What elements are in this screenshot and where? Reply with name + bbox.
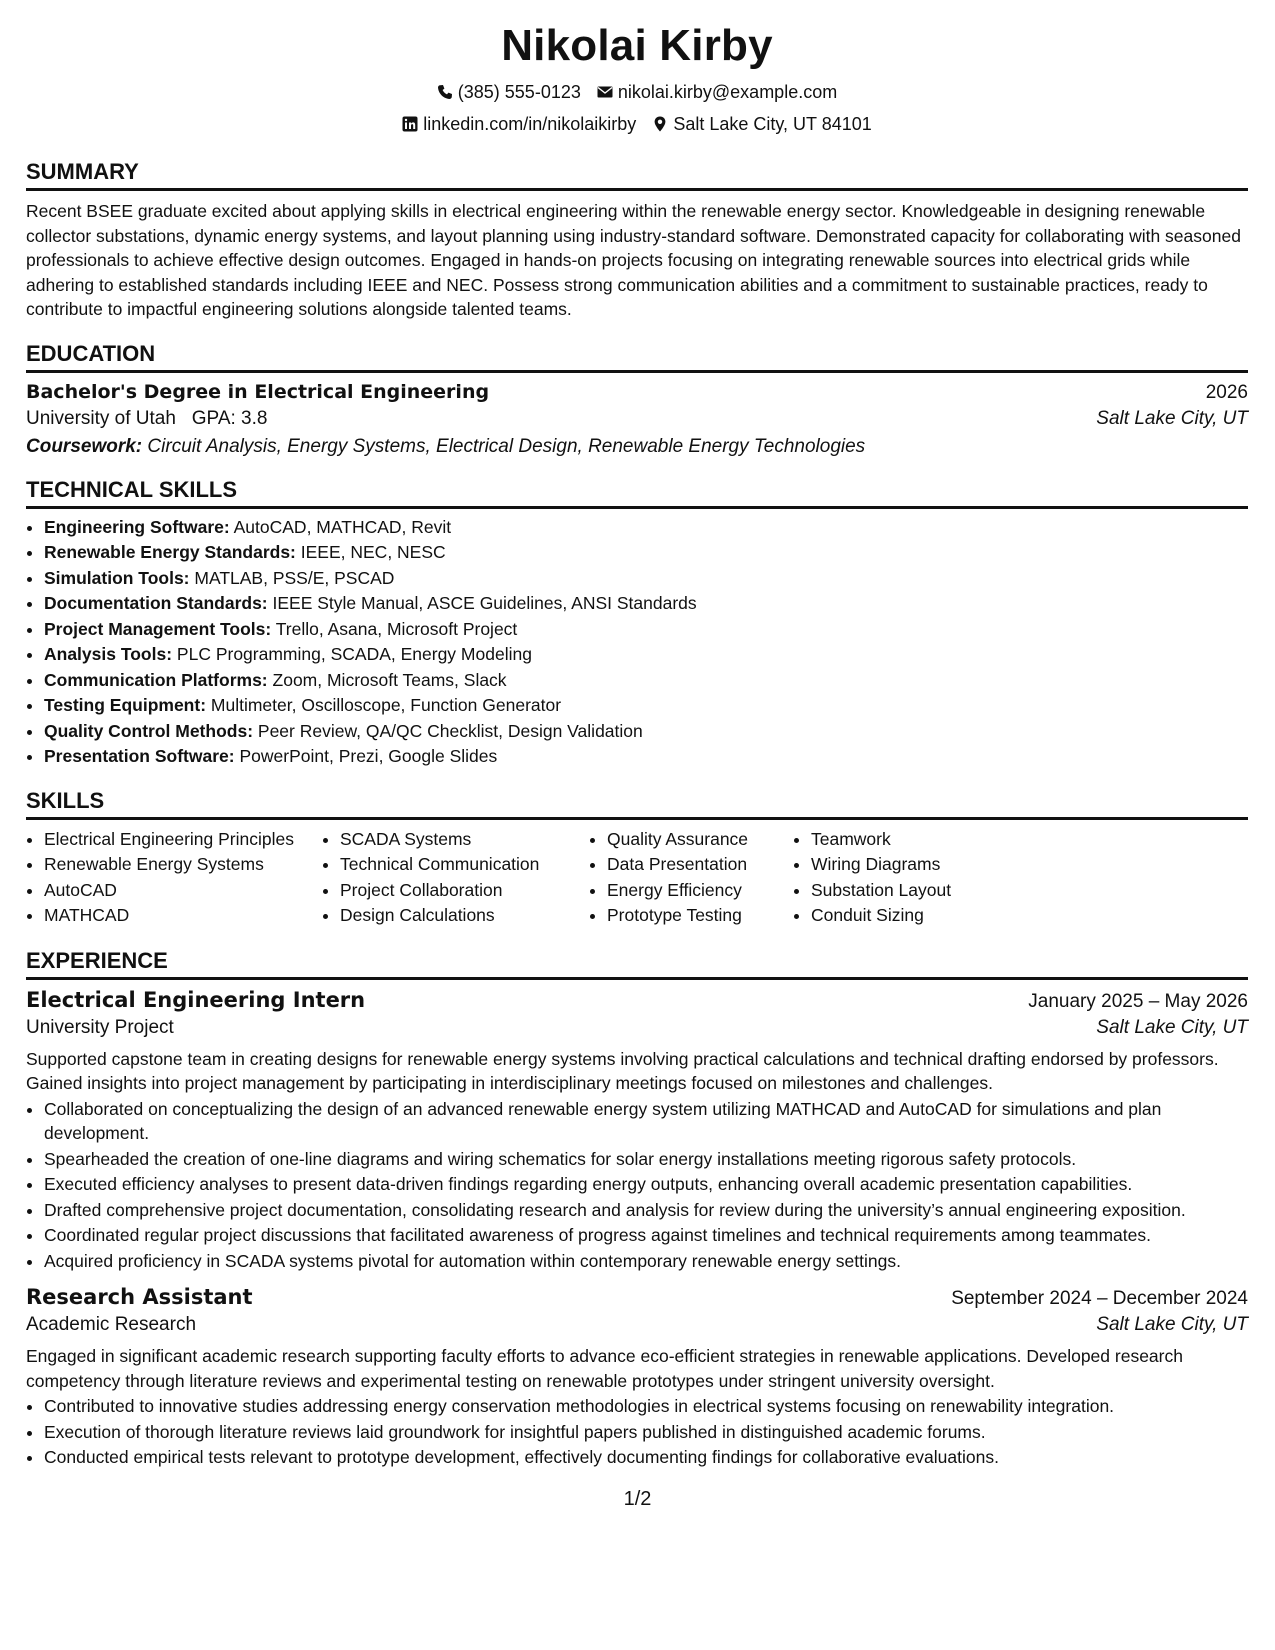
skills-column-1 — [26, 826, 322, 929]
job-summary: Supported capstone team in creating designs for renewable energy systems involving practical calculations and technical drafting endorsed by professors. Gained insights into project management by participating in interdisciplinary meetings focused on milestones and challenges. — [26, 1048, 1219, 1093]
coursework — [26, 436, 1248, 458]
job-summary: Engaged in significant academic research supporting faculty efforts to advance eco-efficient strategies in renewable applications. Developed research competency through literature reviews and experimental testing on renewable prototypes under stringent university oversight. — [26, 1346, 1183, 1391]
location-text: Salt Lake City, UT 84101 — [673, 114, 872, 134]
list-item: • Executed efficiency analyses to present data-driven findings regarding energy outputs, enhancing overall academic presentation capabilities. — [44, 1172, 1248, 1197]
school-name: University of Utah GPA: 3.8 — [26, 407, 268, 429]
skill-values: MATLAB, PSS/E, PSCAD — [194, 567, 395, 588]
technical-skills-section — [26, 476, 1248, 769]
list-item: • Substation Layout — [811, 878, 1011, 903]
skill-values: PLC Programming, SCADA, Energy Modeling — [176, 644, 532, 664]
map-pin-icon — [652, 116, 668, 132]
skill-values: AutoCAD, MATHCAD, Revit — [233, 516, 452, 537]
list-item — [44, 719, 1248, 744]
education-heading: EDUCATION — [26, 340, 1248, 373]
contact-info — [26, 80, 1248, 136]
job-organization: University Project — [26, 1016, 174, 1038]
job-dates: January 2025 – May 2026 — [1028, 990, 1248, 1012]
skills-grid — [26, 826, 1248, 929]
contact-row-1 — [26, 80, 1248, 104]
job-location: Salt Lake City, UT — [1096, 1314, 1248, 1335]
job-entry-1 — [26, 988, 1248, 1274]
list-item — [44, 642, 1248, 667]
contact-row-2 — [26, 112, 1248, 136]
skill-values: Peer Review, QA/QC Checklist, Design Validation — [257, 720, 643, 741]
job-title: Research Assistant — [26, 1285, 253, 1309]
list-item: • Data Presentation — [607, 852, 793, 877]
skill-values: Zoom, Microsoft Teams, Slack — [272, 669, 507, 690]
degree-title: Bachelor's Degree in Electrical Engineering — [26, 380, 490, 403]
list-item: • Teamwork — [811, 827, 1011, 852]
phone-icon — [437, 84, 453, 100]
list-item: • Collaborated on conceptualizing the design of an advanced renewable energy system utilizing MATHCAD and AutoCAD for simulations and plan development. — [44, 1097, 1248, 1146]
job-location: Salt Lake City, UT — [1096, 1016, 1248, 1038]
graduation-year: 2026 — [1205, 381, 1248, 403]
skill-category: Presentation Software: — [44, 746, 235, 766]
list-item: • Wiring Diagrams — [811, 852, 1011, 877]
coursework-list: Circuit Analysis, Energy Systems, Electrical Design, Renewable Energy Technologies — [147, 435, 866, 457]
linkedin-contact[interactable] — [402, 112, 636, 136]
skill-category: Documentation Standards: — [44, 593, 268, 613]
list-item: • Acquired proficiency in SCADA systems pivotal for automation within contemporary renewable energy settings. — [44, 1249, 1248, 1274]
skills-heading: SKILLS — [26, 787, 1248, 820]
list-item — [44, 566, 1248, 591]
skills-column-3 — [589, 826, 793, 929]
envelope-icon — [597, 84, 613, 100]
resume-page — [26, 18, 1248, 1471]
job-sub-row — [26, 1314, 1248, 1336]
list-item: • Prototype Testing — [607, 903, 793, 928]
list-item — [44, 515, 1248, 540]
list-item: • Technical Communication — [340, 852, 589, 877]
skill-category: Project Management Tools: — [44, 618, 272, 639]
list-item: • Renewable Energy Systems — [44, 852, 322, 877]
skill-values: Trello, Asana, Microsoft Project — [275, 618, 518, 639]
location-contact — [652, 112, 871, 136]
list-item — [44, 540, 1248, 565]
job-entry-2 — [26, 1285, 1248, 1470]
list-item: • Project Collaboration — [340, 878, 589, 903]
list-item: • Electrical Engineering Principles — [44, 827, 322, 852]
skill-category: Testing Equipment: — [44, 695, 207, 715]
skill-category: Simulation Tools: — [44, 567, 190, 588]
job-bullets — [26, 1394, 1248, 1470]
page-number: 1/2 — [623, 1488, 652, 1510]
job-dates: September 2024 – December 2024 — [951, 1288, 1248, 1309]
email-address[interactable]: nikolai.kirby@example.com — [617, 82, 838, 102]
skills-section — [26, 787, 1248, 929]
list-item: • Execution of thorough literature reviews laid groundwork for insightful papers published in distinguished academic forums. — [44, 1420, 1248, 1445]
coursework-label: Coursework: — [26, 435, 143, 457]
list-item: • Conduit Sizing — [811, 903, 1011, 928]
job-title: Electrical Engineering Intern — [26, 987, 366, 1012]
list-item: • Quality Assurance — [607, 827, 793, 852]
list-item: • Conducted empirical tests relevant to prototype development, effectively documenting findings for collaborative evaluations. — [44, 1445, 1248, 1470]
education-title-row — [26, 381, 1248, 404]
list-item: • AutoCAD — [44, 878, 322, 903]
skill-category: Engineering Software: — [44, 516, 230, 537]
job-bullets — [26, 1097, 1248, 1274]
list-item: • Drafted comprehensive project documentation, consolidating research and analysis for review during the university’s annual engineering exposition. — [44, 1198, 1248, 1223]
list-item — [44, 744, 1248, 769]
candidate-name: Nikolai Kirby — [501, 21, 773, 70]
skills-column-2 — [322, 826, 589, 929]
skill-category: Communication Platforms: — [44, 669, 268, 690]
list-item: • Design Calculations — [340, 903, 589, 928]
summary-section — [26, 158, 1248, 322]
list-item: • Energy Efficiency — [607, 878, 793, 903]
list-item: • Contributed to innovative studies addressing energy conservation methodologies in electrical systems focusing on renewability integration. — [44, 1394, 1248, 1419]
experience-heading: EXPERIENCE — [26, 947, 1248, 980]
list-item: • SCADA Systems — [340, 827, 589, 852]
list-item — [44, 693, 1248, 718]
skill-category: Renewable Energy Standards: — [44, 542, 296, 562]
skills-column-4 — [793, 826, 1011, 929]
school-location: Salt Lake City, UT — [1096, 407, 1248, 429]
phone-number: (385) 555-0123 — [457, 82, 581, 102]
skill-category: Quality Control Methods: — [44, 720, 254, 741]
list-item: • Spearheaded the creation of one-line diagrams and wiring schematics for solar energy installations meeting rigorous safety protocols. — [44, 1147, 1248, 1172]
education-sub-row — [26, 408, 1248, 430]
experience-section — [26, 947, 1248, 1470]
summary-heading: SUMMARY — [26, 158, 1248, 191]
email-contact[interactable] — [597, 80, 837, 104]
list-item — [44, 668, 1248, 693]
linkedin-icon — [402, 116, 418, 132]
skill-values: IEEE, NEC, NESC — [300, 542, 446, 562]
list-item: • MATHCAD — [44, 903, 322, 928]
summary-text: Recent BSEE graduate excited about applying skills in electrical engineering within the renewable energy sector. Knowledgeable in designing renewable collector substations, dynamic energy systems, and layout planning using industry-standard software. Demonstrated capacity for collaborating with seasoned professionals to achieve effective design outcomes. Engaged in hands-on projects focusing on integrating renewable sources into electrical grids while adhering to established standards including IEEE and NEC. Possess strong communication abilities and a commitment to sustainable practices, ready to contribute to impactful engineering solutions alongside talented teams. — [26, 201, 1241, 319]
list-item: • Coordinated regular project discussions that facilitated awareness of progress against timelines and technical requirements among teammates. — [44, 1223, 1248, 1248]
phone-contact — [437, 80, 581, 104]
education-section — [26, 340, 1248, 458]
skill-category: Analysis Tools: — [44, 644, 173, 664]
job-organization: Academic Research — [26, 1314, 197, 1335]
skill-values: Multimeter, Oscilloscope, Function Generator — [210, 695, 562, 715]
job-title-row — [26, 988, 1248, 1013]
technical-skills-heading: TECHNICAL SKILLS — [26, 476, 1248, 509]
skill-values: PowerPoint, Prezi, Google Slides — [239, 746, 498, 766]
job-title-row — [26, 1285, 1248, 1310]
list-item — [44, 617, 1248, 642]
technical-skills-list — [26, 515, 1248, 769]
linkedin-url[interactable]: linkedin.com/in/nikolaikirby — [423, 114, 637, 134]
list-item — [44, 591, 1248, 616]
skill-values: IEEE Style Manual, ASCE Guidelines, ANSI Standards — [272, 593, 697, 613]
job-sub-row — [26, 1017, 1248, 1039]
